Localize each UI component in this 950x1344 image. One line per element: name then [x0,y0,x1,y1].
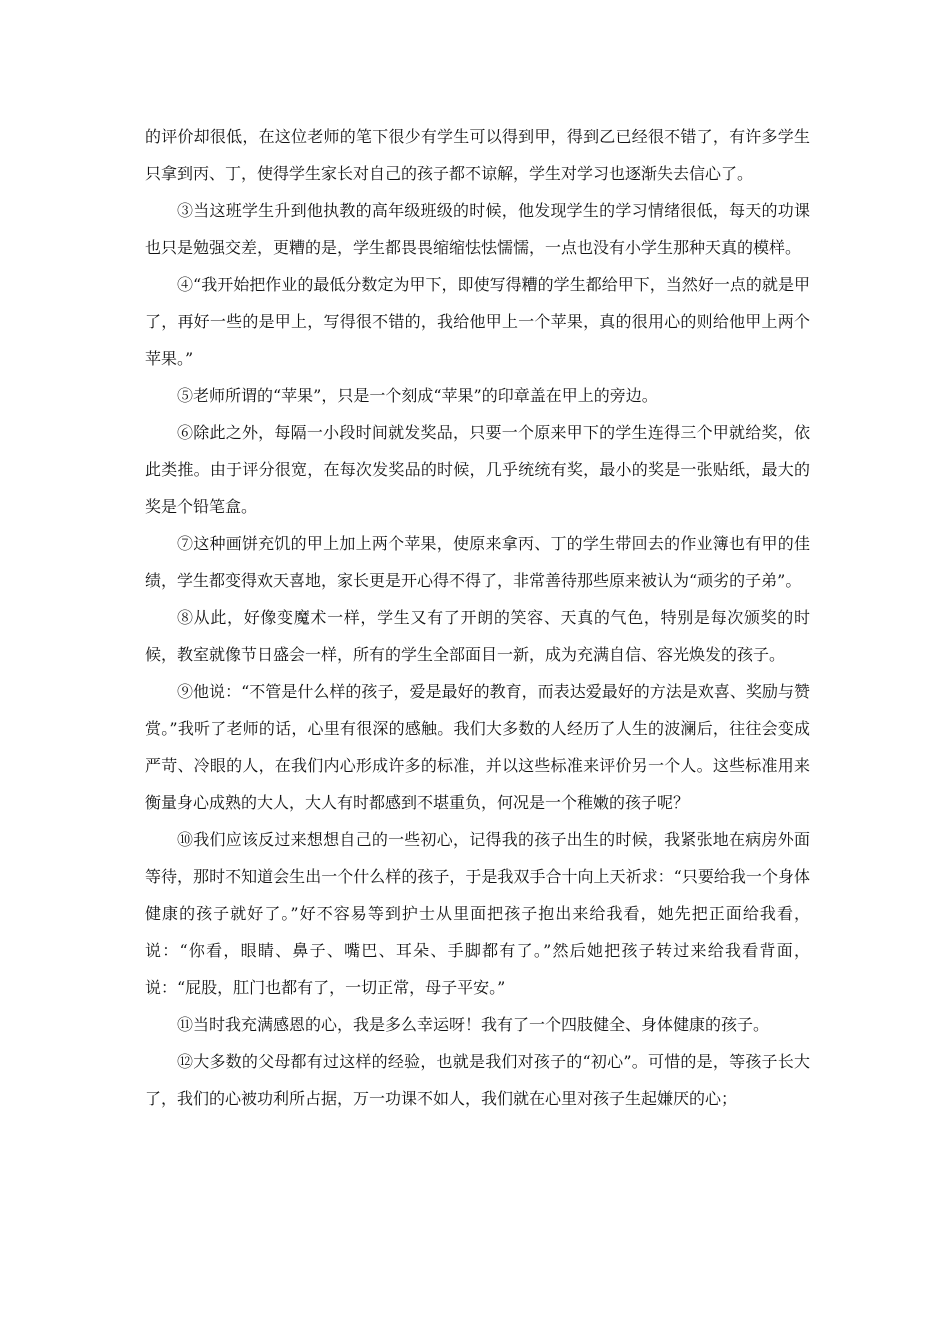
paragraph-7: ⑦这种画饼充饥的甲上加上两个苹果，使原来拿丙、丁的学生带回去的作业簿也有甲的佳绩，学生都变得欢天喜地，家长更是开心得不得了，非常善待那些原来被认为“顽劣的子弟”。 [145,534,810,590]
paragraph-10: ⑩我们应该反过来想想自己的一些初心，记得我的孩子出生的时候，我紧张地在病房外面等待，那时不知道会生出一个什么样的孩子，于是我双手合十向上天祈求：“只要给我一个身体健康的孩子就好了。”好不容易等到护士从里面把孩子抱出来给我看，她先把正面给我看，说：“你看，眼睛、鼻子、嘴巴、耳朵、手脚都有了。”然后她把孩子转过来给我看背面，说：“屁股，肛门也都有了，一切正常，母子平安。” [145,830,810,997]
paragraph-3: ③当这班学生升到他执教的高年级班级的时候，他发现学生的学习情绪很低，每天的功课也只是勉强交差，更糟的是，学生都畏畏缩缩怯怯懦懦，一点也没有小学生那种天真的模样。 [145,201,810,257]
paragraph-5: ⑤老师所谓的“苹果”，只是一个刻成“苹果”的印章盖在甲上的旁边。 [177,386,658,405]
paragraph-6: ⑥除此之外，每隔一小段时间就发奖品，只要一个原来甲下的学生连得三个甲就给奖，依此类推。由于评分很宽，在每次发奖品的时候，几乎统统有奖，最小的奖是一张贴纸，最大的奖是个铅笔盒。 [145,423,810,516]
paragraph-9: ⑨他说：“不管是什么样的孩子，爱是最好的教育，而表达爱最好的方法是欢喜、奖励与赞赏。”我听了老师的话，心里有很深的感触。我们大多数的人经历了人生的波澜后，往往会变成严苛、冷眼的人，在我们内心形成许多的标准，并以这些标准来评价另一个人。这些标准用来衡量身心成熟的大人，大人有时都感到不堪重负，何况是一个稚嫩的孩子呢？ [145,682,810,812]
article-body [145,118,810,1117]
paragraph-8: ⑧从此，好像变魔术一样，学生又有了开朗的笑容、天真的气色，特别是每次颁奖的时候，教室就像节日盛会一样，所有的学生全部面目一新，成为充满自信、容光焕发的孩子。 [145,608,810,664]
paragraph-continued: 的评价却很低，在这位老师的笔下很少有学生可以得到甲，得到乙已经很不错了，有许多学生只拿到丙、丁，使得学生家长对自己的孩子都不谅解，学生对学习也逐渐失去信心了。 [145,127,810,183]
paragraph-4: ④“我开始把作业的最低分数定为甲下，即使写得糟的学生都给甲下，当然好一点的就是甲了，再好一些的是甲上，写得很不错的，我给他甲上一个苹果，真的很用心的则给他甲上两个苹果。” [145,275,810,368]
paragraph-11: ⑪当时我充满感恩的心，我是多么幸运呀！我有了一个四肢健全、身体健康的孩子。 [177,1015,770,1034]
paragraph-12: ⑫大多数的父母都有过这样的经验，也就是我们对孩子的“初心”。可惜的是，等孩子长大了，我们的心被功利所占据，万一功课不如人，我们就在心里对孩子生起嫌厌的心； [145,1052,810,1108]
